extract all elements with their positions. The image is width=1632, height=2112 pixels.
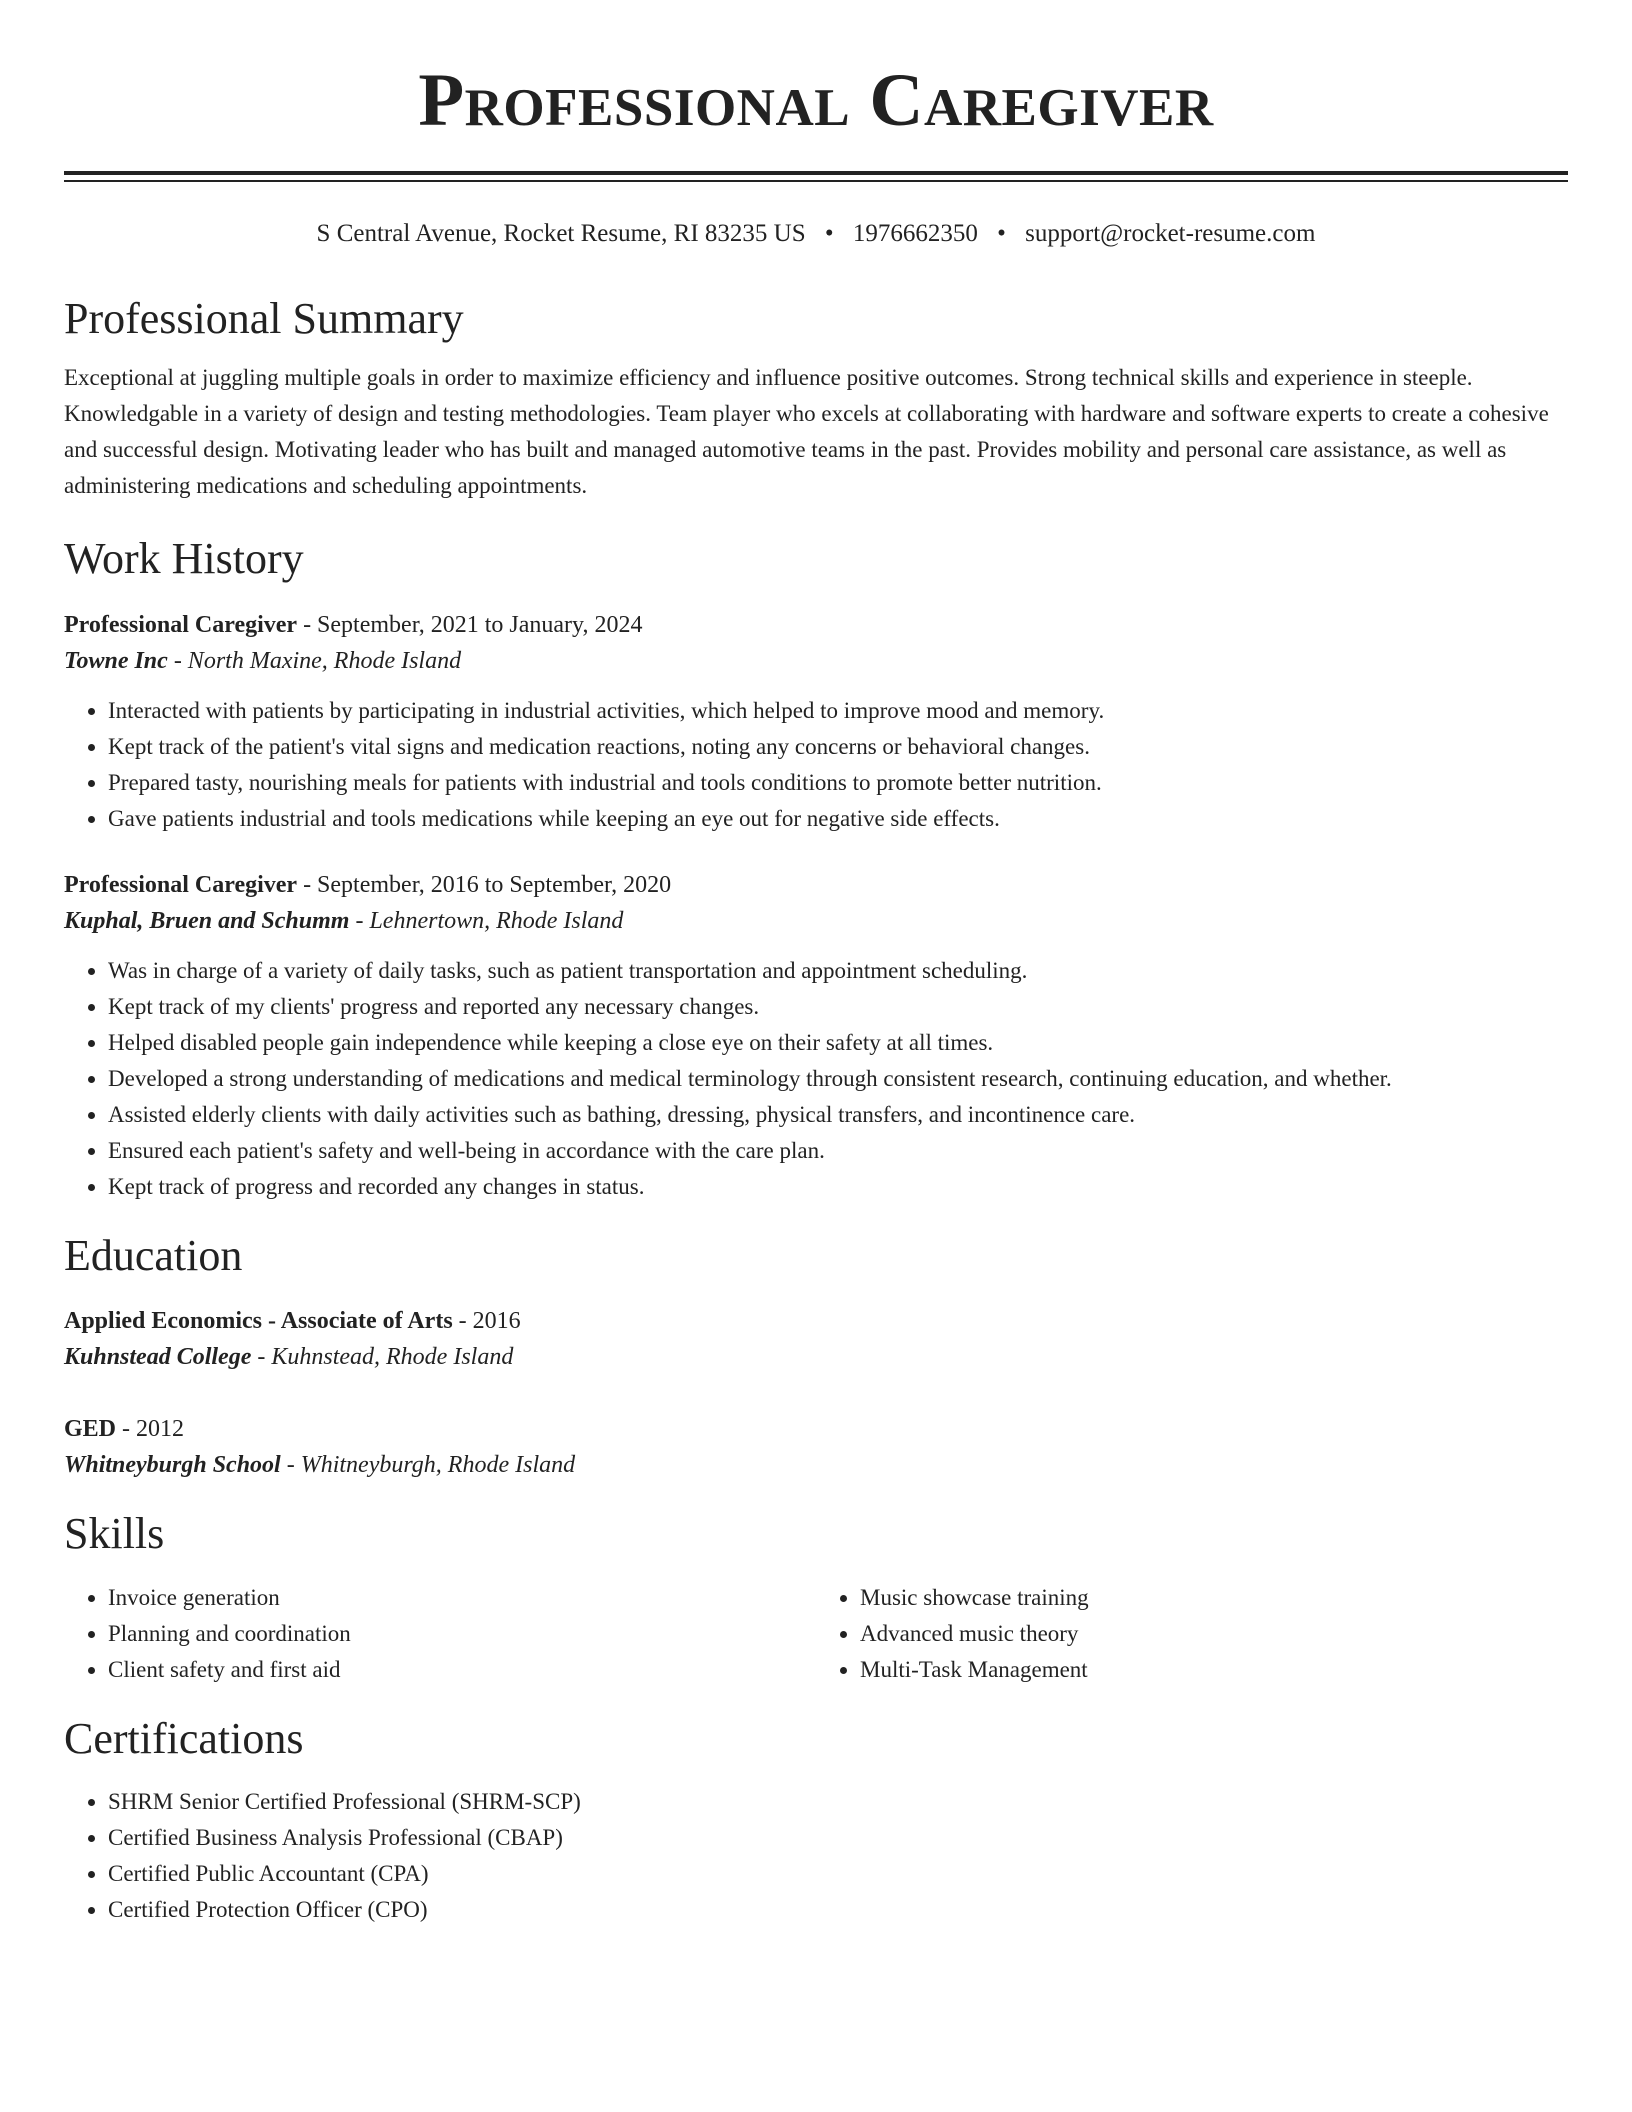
skill-item: • Invoice generation <box>108 1580 816 1616</box>
job-location: - North Maxine, Rhode Island <box>167 647 462 674</box>
job-bullets <box>64 953 1568 1205</box>
education-location: - Whitneyburgh, Rhode Island <box>280 1452 576 1479</box>
job-company-line <box>64 643 1568 679</box>
education-location: - Kuhnstead, Rhode Island <box>251 1344 514 1371</box>
job-company-line <box>64 903 1568 939</box>
job-location: - Lehnertown, Rhode Island <box>349 907 624 934</box>
job-role: Professional Caregiver <box>64 611 298 638</box>
job-bullet: • Kept track of progress and recorded any changes in status. <box>108 1169 1568 1205</box>
education-school-line <box>64 1339 1568 1375</box>
contact-separator: • <box>824 220 834 247</box>
contact-address: S Central Avenue, Rocket Resume, RI 83235 US <box>316 220 806 247</box>
education-degree: Applied Economics - Associate of Arts <box>64 1308 453 1335</box>
contact-line <box>64 218 1568 251</box>
job-bullet: • Interacted with patients by participating in industrial activities, which helped to improve mood and memory. <box>108 693 1568 729</box>
education-year: - 2012 <box>116 1416 185 1443</box>
job-dates: - September, 2016 to September, 2020 <box>297 871 672 898</box>
contact-separator: • <box>997 220 1006 247</box>
header-rule-thick <box>64 171 1568 175</box>
skills-heading: Skills <box>64 1509 165 1559</box>
job-bullet: • Kept track of my clients' progress and reported any necessary changes. <box>108 989 1568 1025</box>
job-entry <box>64 607 1568 837</box>
certification-item: • Certified Public Accountant (CPA) <box>108 1856 1568 1892</box>
skill-item: • Planning and coordination <box>108 1616 816 1652</box>
education-degree-line <box>64 1411 1568 1447</box>
education-heading: Education <box>64 1230 243 1280</box>
contact-email: support@rocket-resume.com <box>1025 220 1316 247</box>
education-entry <box>64 1411 1568 1483</box>
contact-phone: 1976662350 <box>852 220 978 247</box>
job-bullets <box>64 693 1568 837</box>
education-school-line <box>64 1447 1568 1483</box>
education-school: Kuhnstead College <box>64 1344 252 1371</box>
skill-item: • Music showcase training <box>860 1580 1568 1616</box>
job-title-line <box>64 867 1568 903</box>
education-entry <box>64 1303 1568 1375</box>
job-company: Towne Inc <box>64 647 168 674</box>
skills-list <box>64 1580 816 1688</box>
job-bullet: • Was in charge of a variety of daily tasks, such as patient transportation and appointment scheduling. <box>108 953 1568 989</box>
summary-text: Exceptional at juggling multiple goals in order to maximize efficiency and influence positive outcomes. Strong technical skills and experience in steeple. Knowledgable in a variety of design and testing methodologies. Team player who excels at collaborating with hardware and software experts to create a cohesive and successful design. Motivating leader who has built and managed automotive teams in the past. Provides mobility and personal care assistance, as well as administering medications and scheduling appointments. <box>64 365 1549 499</box>
education-degree: GED <box>64 1416 117 1443</box>
job-bullet: • Gave patients industrial and tools medications while keeping an eye out for negative side effects. <box>108 801 1568 837</box>
certifications-list <box>64 1784 1568 1928</box>
job-bullet: • Developed a strong understanding of medications and medical terminology through consistent research, continuing education, and whether. <box>108 1061 1568 1097</box>
job-company: Kuphal, Bruen and Schumm <box>64 907 350 934</box>
skill-item: • Client safety and first aid <box>108 1652 816 1688</box>
job-role: Professional Caregiver <box>64 871 298 898</box>
education-degree-line <box>64 1303 1568 1339</box>
certification-item: • SHRM Senior Certified Professional (SHRM-SCP) <box>108 1784 1568 1820</box>
certification-item: • Certified Business Analysis Professional (CBAP) <box>108 1820 1568 1856</box>
skills-column-right <box>816 1580 1568 1688</box>
job-bullet: • Helped disabled people gain independence while keeping a close eye on their safety at all times. <box>108 1025 1568 1061</box>
work-history-heading: Work History <box>64 534 304 584</box>
skill-item: • Advanced music theory <box>860 1616 1568 1652</box>
summary-heading: Professional Summary <box>64 293 464 343</box>
skill-item: • Multi-Task Management <box>860 1652 1568 1688</box>
job-dates: - September, 2021 to January, 2024 <box>297 611 643 638</box>
job-title-line <box>64 607 1568 643</box>
certifications-heading: Certifications <box>64 1713 304 1763</box>
education-school: Whitneyburgh School <box>64 1452 281 1479</box>
header-rule-thin <box>64 180 1568 182</box>
candidate-name: Professional Caregiver <box>418 59 1214 142</box>
job-bullet: • Assisted elderly clients with daily activities such as bathing, dressing, physical transfers, and incontinence care. <box>108 1097 1568 1133</box>
job-bullet: • Kept track of the patient's vital signs and medication reactions, noting any concerns or behavioral changes. <box>108 729 1568 765</box>
job-bullet: • Ensured each patient's safety and well-being in accordance with the care plan. <box>108 1133 1568 1169</box>
job-entry <box>64 867 1568 1205</box>
job-bullet: • Prepared tasty, nourishing meals for patients with industrial and tools conditions to promote better nutrition. <box>108 765 1568 801</box>
skills-column-left <box>64 1580 816 1688</box>
education-year: - 2016 <box>452 1308 521 1335</box>
certification-item: • Certified Protection Officer (CPO) <box>108 1892 1568 1928</box>
skills-list <box>816 1580 1568 1688</box>
skills-columns <box>64 1580 1568 1688</box>
